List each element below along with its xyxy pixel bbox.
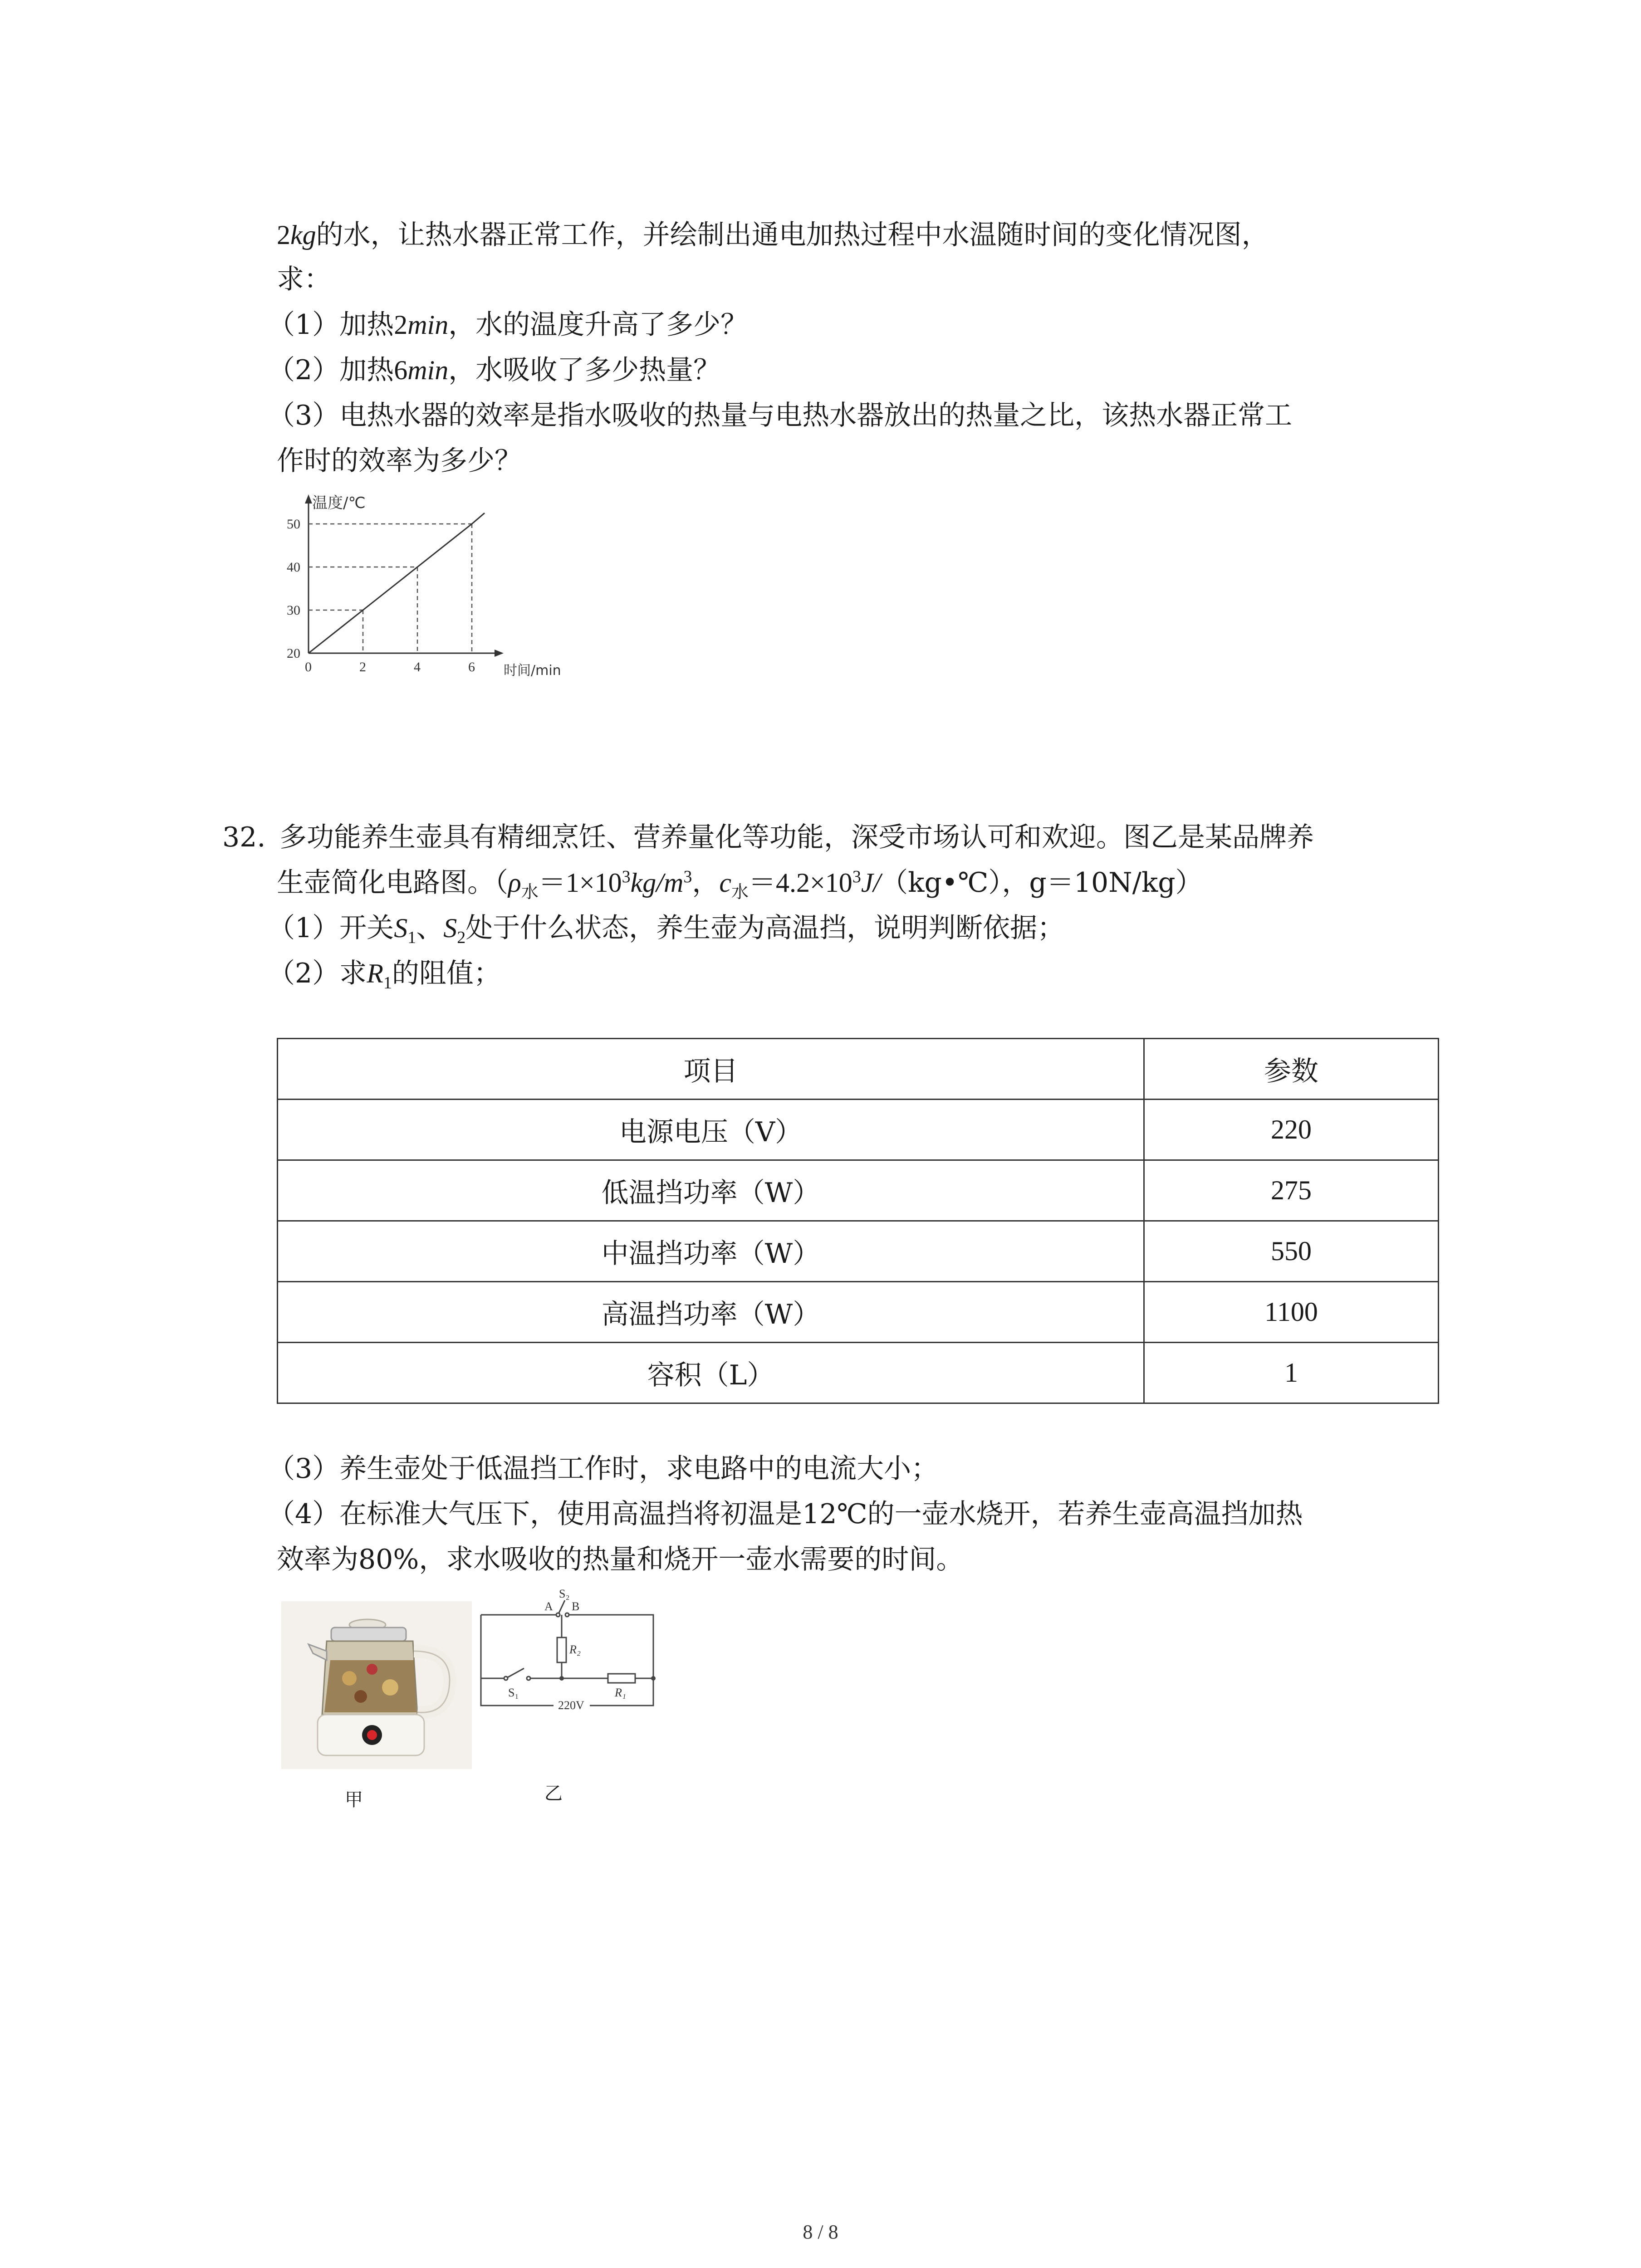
- table-header-param: 参数: [1144, 1039, 1439, 1100]
- table-cell-value: 1: [1144, 1343, 1439, 1403]
- circuit-label-B: B: [572, 1600, 580, 1613]
- page-number: 8 / 8: [803, 2221, 838, 2243]
- table-header-item: 项目: [278, 1039, 1144, 1100]
- temperature-time-chart: [272, 490, 561, 689]
- circuit-diagram: [476, 1588, 667, 1737]
- x-tick-label: 0: [305, 660, 312, 675]
- table-header-row: [278, 1039, 1439, 1100]
- kettle-photo: [281, 1601, 472, 1769]
- q32-line1: 多功能养生壶具有精细烹饪、营养量化等功能，深受市场认可和欢迎。图乙是某品牌养: [279, 821, 1314, 853]
- q32-sub3: （3）养生壶处于低温挡工作时，求电路中的电流大小；: [268, 1453, 939, 1485]
- q32-sub4-line1: （4）在标准大气压下，使用高温挡将初温是12℃的一壶水烧开，若养生壶高温挡加热: [268, 1498, 1303, 1530]
- circuit-label-voltage: 220V: [558, 1699, 584, 1712]
- y-tick-label: 30: [287, 603, 300, 618]
- table-cell-item: 电源电压（V）: [278, 1100, 1144, 1160]
- x-axis-label: 时间/min: [504, 663, 561, 679]
- table-cell-item: 低温挡功率（W）: [278, 1160, 1144, 1221]
- y-axis-label: 温度/℃: [312, 494, 366, 512]
- table-row: [278, 1282, 1439, 1343]
- y-tick-label: 50: [287, 517, 300, 532]
- q32-sub4-line2: 效率为80%，求水吸收的热量和烧开一壶水需要的时间。: [277, 1544, 964, 1575]
- series-line: [309, 513, 485, 653]
- table-cell-value: 550: [1144, 1221, 1439, 1282]
- q31-sub2: （2）加热6min，水吸收了多少热量？: [268, 354, 721, 386]
- table-cell-value: 220: [1144, 1100, 1439, 1160]
- parameter-table: [277, 1038, 1439, 1404]
- table-cell-item: 高温挡功率（W）: [278, 1282, 1144, 1343]
- table-row: [278, 1160, 1439, 1221]
- table-row: [278, 1221, 1439, 1282]
- x-tick-label: 2: [359, 660, 366, 675]
- y-tick-label: 20: [287, 646, 300, 661]
- q32-line2: 生壶简化电路图。（$\rho_水=1\times 10^3kg/m^3$，$c_水=4.2\times 10^3J/(kg•℃)$，g＝10N/kg）: [277, 867, 1203, 902]
- q31-line2: 求：: [277, 264, 331, 295]
- circuit-label-A: A: [544, 1600, 553, 1613]
- q31-sub3-line2: 作时的效率为多少？: [277, 445, 522, 477]
- circuit-label-S2: S₂: [559, 1587, 570, 1600]
- q31-sub1: （1）加热2min，水的温度升高了多少？: [268, 309, 748, 341]
- x-axis-arrow: [495, 650, 504, 657]
- x-tick-label: 4: [414, 660, 421, 675]
- q31-line1: 2kg的水，让热水器正常工作，并绘制出通电加热过程中水温随时间的变化情况图，: [277, 219, 1269, 251]
- y-axis-arrow: [305, 494, 312, 503]
- q32-sub1: （1）开关$S_1$、$S_2$处于什么状态，养生壶为高温挡，说明判断依据；: [268, 912, 1065, 947]
- q31-sub3-line1: （3）电热水器的效率是指水吸收的热量与电热水器放出的热量之比，该热水器正常工: [268, 400, 1293, 431]
- circuit-label-R2: R₂: [569, 1643, 581, 1656]
- circuit-label-S1: S₁: [508, 1686, 519, 1699]
- y-tick-label: 40: [287, 560, 300, 575]
- circuit-label-R1: R₁: [615, 1686, 626, 1699]
- figure-caption-yi: 乙: [544, 1783, 563, 1804]
- table-row: [278, 1343, 1439, 1403]
- x-tick-label: 6: [468, 660, 475, 675]
- q32-sub2: （2）求$R_1$的阻值；: [268, 958, 501, 992]
- table-cell-value: 1100: [1144, 1282, 1439, 1343]
- table-cell-item: 中温挡功率（W）: [278, 1221, 1144, 1282]
- table-cell-item: 容积（L）: [278, 1343, 1144, 1403]
- q32-number: 32.: [222, 821, 266, 853]
- table-row: [278, 1100, 1439, 1160]
- table-cell-value: 275: [1144, 1160, 1439, 1221]
- figure-caption-jia: 甲: [345, 1789, 363, 1810]
